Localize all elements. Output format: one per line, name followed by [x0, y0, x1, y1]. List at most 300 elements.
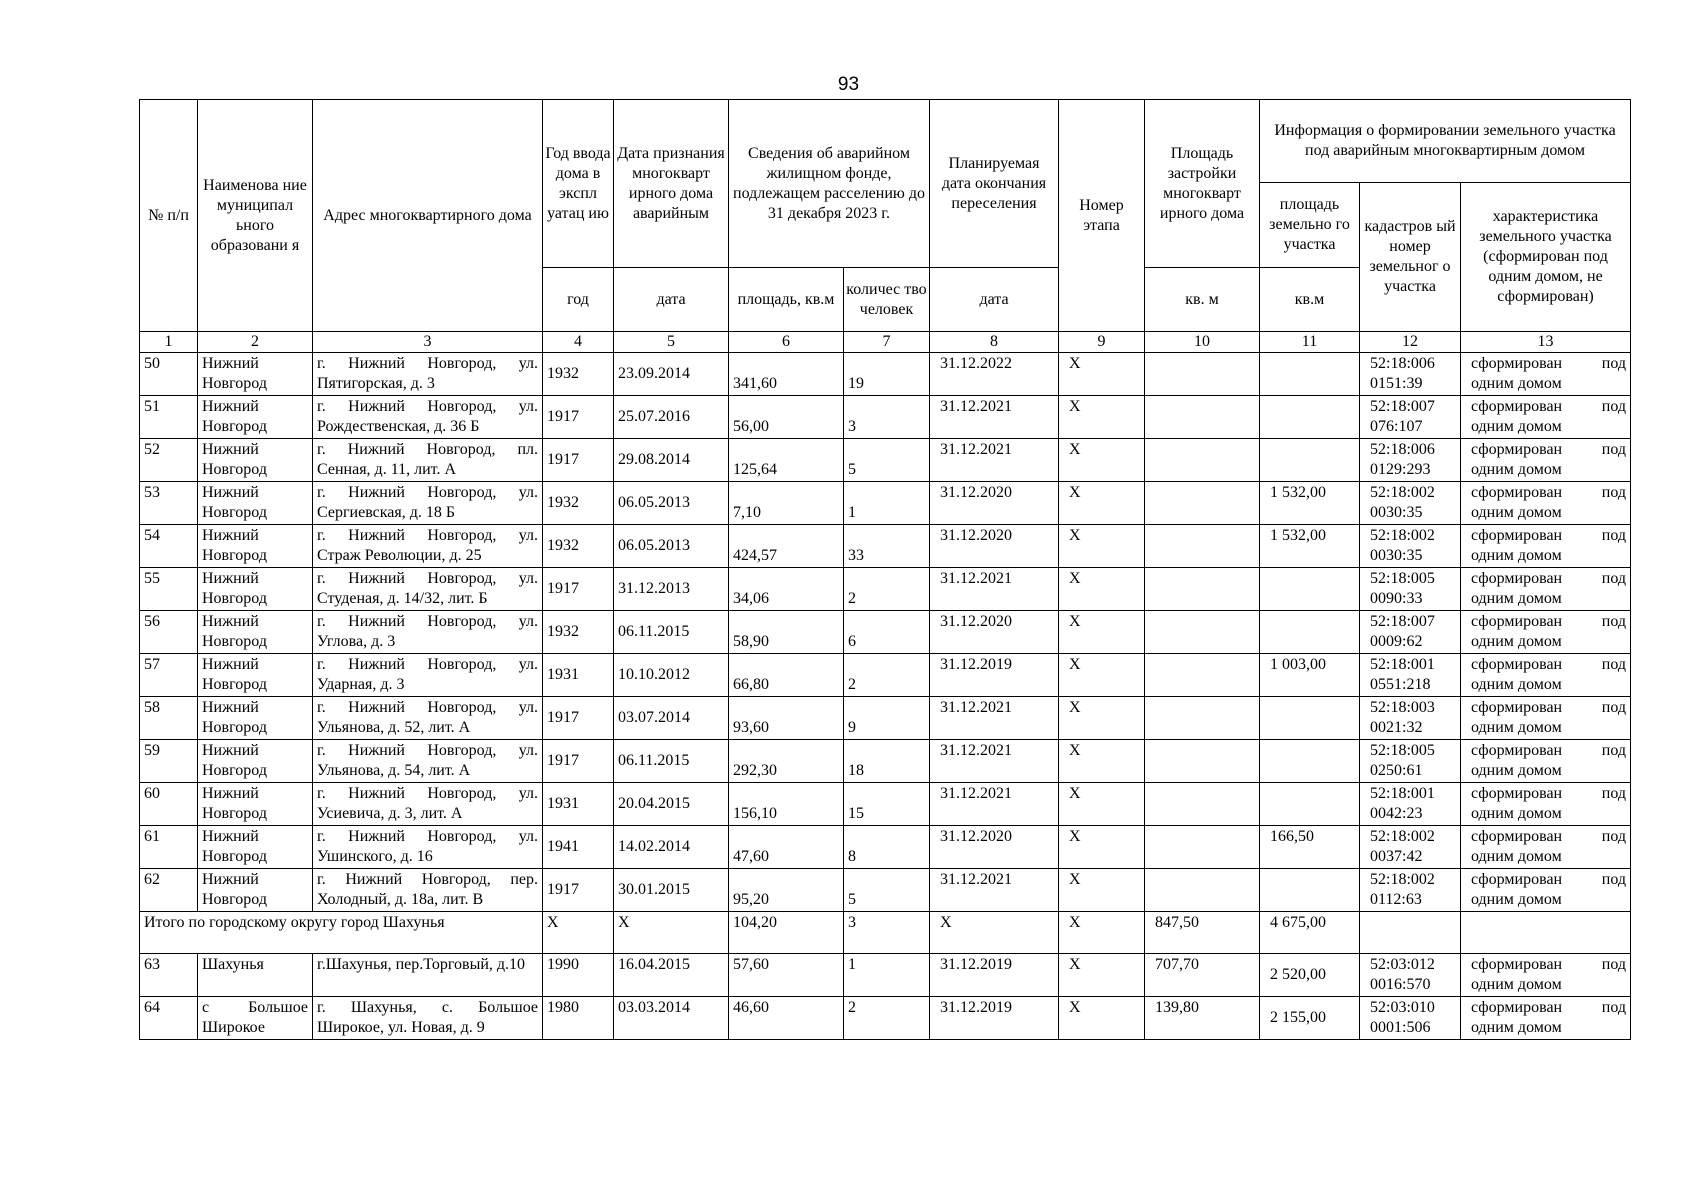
header-land-area: площадь земельно го участка: [1260, 183, 1360, 268]
date-cell: 30.01.2015: [614, 869, 729, 912]
municipality-cell-line: Нижний: [202, 785, 259, 802]
municipality-cell: [198, 568, 313, 611]
municipality-cell-line: Новгород: [202, 762, 267, 779]
header-recognition-date: Дата признания многокварт ирного дома аварийным: [614, 100, 729, 268]
cadastral-cell-line: 52:18:002: [1370, 828, 1435, 845]
row-number: 63: [140, 954, 198, 997]
column-number-row: [140, 332, 1631, 353]
table-body: [140, 332, 1631, 1040]
land-area-cell: [1260, 783, 1360, 826]
table-row: [140, 826, 1631, 869]
row-number: 60: [140, 783, 198, 826]
total-area: 104,20: [729, 912, 844, 954]
people-cell: 9: [844, 697, 930, 740]
area-cell: 125,64: [729, 439, 844, 482]
address-cell-line: г. Нижний Новгород, ул.: [317, 527, 538, 544]
planned-date-cell: 31.12.2020: [930, 826, 1059, 869]
year-cell: 1990: [543, 954, 614, 997]
municipality-cell: [198, 654, 313, 697]
header-unit-date2: дата: [930, 268, 1059, 332]
date-cell: 23.09.2014: [614, 353, 729, 396]
characteristic-cell-line: сформирован под: [1471, 828, 1627, 845]
characteristic-cell: [1461, 525, 1631, 568]
date-cell: 06.05.2013: [614, 482, 729, 525]
people-cell: 15: [844, 783, 930, 826]
column-number: 7: [844, 332, 930, 353]
area-cell: 57,60: [729, 954, 844, 997]
land-area-cell: 2 155,00: [1260, 997, 1360, 1040]
municipality-cell-line: Новгород: [202, 547, 267, 564]
characteristic-cell-line: сформирован под: [1471, 871, 1627, 888]
characteristic-cell-line: сформирован под: [1471, 785, 1627, 802]
municipality-cell-line: Нижний: [202, 871, 259, 888]
address-cell: [313, 439, 543, 482]
characteristic-cell-line: одним домом: [1471, 461, 1562, 478]
address-cell-line: г. Нижний Новгород, ул.: [317, 742, 538, 759]
row-number: 50: [140, 353, 198, 396]
header-housing-info: Сведения об аварийном жилищном фонде, подлежащем расселению до 31 декабря 2023 г.: [729, 100, 930, 268]
table-row: [140, 525, 1631, 568]
row-number: 61: [140, 826, 198, 869]
cadastral-cell: [1360, 396, 1461, 439]
header-unit-date: дата: [614, 268, 729, 332]
total-land-area: 4 675,00: [1260, 912, 1360, 954]
building-area-cell: [1145, 439, 1260, 482]
stage-cell: Х: [1059, 654, 1145, 697]
row-number: 51: [140, 396, 198, 439]
building-area-cell: [1145, 353, 1260, 396]
year-cell: 1932: [543, 482, 614, 525]
address-cell: [313, 396, 543, 439]
table-row: [140, 740, 1631, 783]
table-row: [140, 654, 1631, 697]
address-cell: [313, 826, 543, 869]
stage-cell: Х: [1059, 869, 1145, 912]
address-cell-line: г. Нижний Новгород, ул.: [317, 398, 538, 415]
date-cell: 31.12.2013: [614, 568, 729, 611]
characteristic-cell: [1461, 954, 1631, 997]
cadastral-cell-line: 52:18:001: [1370, 656, 1435, 673]
cadastral-cell-line: 0250:61: [1370, 762, 1423, 779]
planned-date-cell: 31.12.2022: [930, 353, 1059, 396]
address-cell-line: Усиевича, д. 3, лит. А: [317, 805, 463, 822]
building-area-cell: [1145, 783, 1260, 826]
planned-date-cell: 31.12.2021: [930, 439, 1059, 482]
stage-cell: Х: [1059, 568, 1145, 611]
people-cell: 18: [844, 740, 930, 783]
year-cell: 1932: [543, 525, 614, 568]
cadastral-cell-line: 52:18:001: [1370, 785, 1435, 802]
date-cell: 03.07.2014: [614, 697, 729, 740]
cadastral-cell-line: 0551:218: [1370, 676, 1431, 693]
cadastral-cell-line: 52:18:007: [1370, 398, 1435, 415]
municipality-cell-line: Нижний: [202, 742, 259, 759]
people-cell: 3: [844, 396, 930, 439]
cadastral-cell-line: 0016:570: [1370, 976, 1431, 993]
header-no: № п/п: [140, 100, 198, 332]
cadastral-cell-line: 0030:35: [1370, 547, 1423, 564]
cadastral-cell-line: 52:18:003: [1370, 699, 1435, 716]
address-cell: [313, 783, 543, 826]
header-unit-year: год: [543, 268, 614, 332]
header-land-characteristic: характеристика земельного участка (сформирован под одним домом, не сформирован): [1461, 183, 1631, 332]
header-building-area: Площадь застройки многокварт ирного дома: [1145, 100, 1260, 268]
column-number: 2: [198, 332, 313, 353]
header-address: Адрес многоквартирного дома: [313, 100, 543, 332]
column-number: 11: [1260, 332, 1360, 353]
municipality-cell-line: Нижний: [202, 527, 259, 544]
address-cell: [313, 568, 543, 611]
area-cell: 424,57: [729, 525, 844, 568]
municipality-cell: [198, 439, 313, 482]
characteristic-cell-line: сформирован под: [1471, 527, 1627, 544]
header-stage: Номер этапа: [1059, 100, 1145, 332]
characteristic-cell-line: одним домом: [1471, 590, 1562, 607]
characteristic-cell: [1461, 482, 1631, 525]
total-stage: Х: [1059, 912, 1145, 954]
municipality-cell-line: Новгород: [202, 848, 267, 865]
characteristic-cell: [1461, 353, 1631, 396]
address-cell-line: г. Нижний Новгород, ул.: [317, 613, 538, 630]
address-cell-line: г. Нижний Новгород, ул.: [317, 785, 538, 802]
municipality-cell-line: Новгород: [202, 633, 267, 650]
municipality-cell-line: Новгород: [202, 590, 267, 607]
address-cell-line: Ульянова, д. 54, лит. А: [317, 762, 471, 779]
cadastral-cell-line: 0042:23: [1370, 805, 1423, 822]
date-cell: 06.05.2013: [614, 525, 729, 568]
cadastral-cell-line: 0009:62: [1370, 633, 1423, 650]
characteristic-cell-line: сформирован под: [1471, 570, 1627, 587]
cadastral-cell: [1360, 654, 1461, 697]
characteristic-cell-line: сформирован под: [1471, 699, 1627, 716]
table-row: [140, 954, 1631, 997]
planned-date-cell: 31.12.2020: [930, 611, 1059, 654]
stage-cell: Х: [1059, 697, 1145, 740]
characteristic-cell-line: одним домом: [1471, 762, 1562, 779]
building-area-cell: [1145, 611, 1260, 654]
year-cell: 1917: [543, 869, 614, 912]
address-cell-line: г. Нижний Новгород, ул.: [317, 570, 538, 587]
area-cell: 341,60: [729, 353, 844, 396]
address-cell-line: Пятигорская, д. 3: [317, 375, 435, 392]
area-cell: 292,30: [729, 740, 844, 783]
characteristic-cell-line: сформирован под: [1471, 355, 1627, 372]
people-cell: 1: [844, 482, 930, 525]
land-area-cell: 1 003,00: [1260, 654, 1360, 697]
characteristic-cell-line: одним домом: [1471, 547, 1562, 564]
characteristic-cell-line: сформирован под: [1471, 999, 1627, 1016]
planned-date-cell: 31.12.2020: [930, 525, 1059, 568]
total-planned: Х: [930, 912, 1059, 954]
column-number: 10: [1145, 332, 1260, 353]
date-cell: 25.07.2016: [614, 396, 729, 439]
land-area-cell: [1260, 353, 1360, 396]
planned-date-cell: 31.12.2021: [930, 568, 1059, 611]
date-cell: 03.03.2014: [614, 997, 729, 1040]
year-cell: 1932: [543, 611, 614, 654]
building-area-cell: [1145, 869, 1260, 912]
table-row: [140, 396, 1631, 439]
people-cell: 2: [844, 568, 930, 611]
planned-date-cell: 31.12.2021: [930, 869, 1059, 912]
year-cell: 1917: [543, 697, 614, 740]
municipality-cell-line: Новгород: [202, 676, 267, 693]
address-cell: [313, 482, 543, 525]
cadastral-cell-line: 52:18:006: [1370, 441, 1435, 458]
municipality-cell-line: Нижний: [202, 656, 259, 673]
stage-cell: Х: [1059, 826, 1145, 869]
address-cell-line: Ульянова, д. 52, лит. А: [317, 719, 471, 736]
municipality-cell-line: Новгород: [202, 805, 267, 822]
characteristic-cell: [1461, 611, 1631, 654]
municipality-cell: [198, 697, 313, 740]
land-area-cell: [1260, 568, 1360, 611]
municipality-cell-line: Нижний: [202, 570, 259, 587]
planned-date-cell: 31.12.2019: [930, 997, 1059, 1040]
municipality-cell-line: Нижний: [202, 828, 259, 845]
stage-cell: Х: [1059, 396, 1145, 439]
municipality-cell-line: Нижний: [202, 355, 259, 372]
row-number: 56: [140, 611, 198, 654]
total-people: 3: [844, 912, 930, 954]
people-cell: 33: [844, 525, 930, 568]
municipality-cell: [198, 783, 313, 826]
table-row: [140, 482, 1631, 525]
address-cell-line: Ударная, д. 3: [317, 676, 405, 693]
characteristic-cell: [1461, 396, 1631, 439]
land-area-cell: [1260, 869, 1360, 912]
characteristic-cell: [1461, 826, 1631, 869]
cadastral-cell: [1360, 525, 1461, 568]
municipality-cell: Шахунья: [198, 954, 313, 997]
characteristic-cell: [1461, 439, 1631, 482]
cadastral-cell: [1360, 353, 1461, 396]
stage-cell: Х: [1059, 997, 1145, 1040]
characteristic-cell-line: одним домом: [1471, 676, 1562, 693]
cadastral-cell-line: 52:18:002: [1370, 484, 1435, 501]
area-cell: 66,80: [729, 654, 844, 697]
planned-date-cell: 31.12.2019: [930, 654, 1059, 697]
emergency-housing-table: [139, 99, 1631, 1040]
column-number: 8: [930, 332, 1059, 353]
cadastral-cell-line: 076:107: [1370, 418, 1423, 435]
table-row: [140, 869, 1631, 912]
municipality-cell-line: Нижний: [202, 398, 259, 415]
people-cell: 2: [844, 654, 930, 697]
address-cell: [313, 525, 543, 568]
planned-date-cell: 31.12.2020: [930, 482, 1059, 525]
cadastral-cell-line: 0112:63: [1370, 891, 1422, 908]
address-cell: [313, 654, 543, 697]
cadastral-cell: [1360, 740, 1461, 783]
date-cell: 29.08.2014: [614, 439, 729, 482]
table-header: [140, 100, 1631, 332]
people-cell: 2: [844, 997, 930, 1040]
stage-cell: Х: [1059, 740, 1145, 783]
header-planned-date: Планируемая дата окончания переселения: [930, 100, 1059, 268]
year-cell: 1917: [543, 439, 614, 482]
cadastral-cell-line: 52:03:010: [1370, 999, 1435, 1016]
column-number: 3: [313, 332, 543, 353]
characteristic-cell: [1461, 568, 1631, 611]
cadastral-cell-line: 0001:506: [1370, 1019, 1431, 1036]
characteristic-cell: [1461, 654, 1631, 697]
header-year: Год ввода дома в экспл уатац ию: [543, 100, 614, 268]
planned-date-cell: 31.12.2021: [930, 783, 1059, 826]
table-row: [140, 697, 1631, 740]
building-area-cell: [1145, 525, 1260, 568]
land-area-cell: [1260, 439, 1360, 482]
characteristic-cell-line: одним домом: [1471, 891, 1562, 908]
building-area-cell: [1145, 568, 1260, 611]
cadastral-cell: [1360, 783, 1461, 826]
characteristic-cell-line: одним домом: [1471, 976, 1562, 993]
area-cell: 58,90: [729, 611, 844, 654]
municipality-cell-line: Нижний: [202, 441, 259, 458]
table-row: [140, 611, 1631, 654]
characteristic-cell-line: сформирован под: [1471, 742, 1627, 759]
address-cell-line: Ушинского, д. 16: [317, 848, 433, 865]
characteristic-cell: [1461, 869, 1631, 912]
address-cell-line: Сенная, д. 11, лит. А: [317, 461, 456, 478]
row-number: 59: [140, 740, 198, 783]
stage-cell: Х: [1059, 611, 1145, 654]
address-cell: г.Шахунья, пер.Торговый, д.10: [313, 954, 543, 997]
municipality-cell: [198, 740, 313, 783]
cadastral-cell-line: 0151:39: [1370, 375, 1423, 392]
header-unit-sqm: кв. м: [1145, 268, 1260, 332]
date-cell: 10.10.2012: [614, 654, 729, 697]
row-number: 52: [140, 439, 198, 482]
area-cell: 156,10: [729, 783, 844, 826]
year-cell: 1917: [543, 396, 614, 439]
building-area-cell: [1145, 697, 1260, 740]
cadastral-cell-line: 52:18:002: [1370, 527, 1435, 544]
characteristic-cell: [1461, 997, 1631, 1040]
land-area-cell: 1 532,00: [1260, 525, 1360, 568]
address-cell-line: г. Нижний Новгород, пер.: [317, 871, 538, 888]
municipality-cell-line: Новгород: [202, 461, 267, 478]
row-number: 57: [140, 654, 198, 697]
cadastral-cell: [1360, 611, 1461, 654]
area-cell: 7,10: [729, 482, 844, 525]
municipality-cell-line: Нижний: [202, 613, 259, 630]
municipality-cell-line: Новгород: [202, 418, 267, 435]
cadastral-cell: [1360, 826, 1461, 869]
area-cell: 46,60: [729, 997, 844, 1040]
date-cell: 20.04.2015: [614, 783, 729, 826]
cadastral-cell-line: 52:18:005: [1370, 570, 1435, 587]
characteristic-cell-line: сформирован под: [1471, 441, 1627, 458]
year-cell: 1980: [543, 997, 614, 1040]
column-number: 9: [1059, 332, 1145, 353]
table-row: [140, 439, 1631, 482]
land-area-cell: [1260, 396, 1360, 439]
land-area-cell: [1260, 611, 1360, 654]
address-cell-line: Рождественская, д. 36 Б: [317, 418, 480, 435]
header-cadastral: кадастров ый номер земельног о участка: [1360, 183, 1461, 332]
municipality-cell: [198, 525, 313, 568]
row-number: 62: [140, 869, 198, 912]
year-cell: 1932: [543, 353, 614, 396]
building-area-cell: [1145, 482, 1260, 525]
building-area-cell: 707,70: [1145, 954, 1260, 997]
address-cell-line: г. Нижний Новгород, ул.: [317, 656, 538, 673]
header-unit-people: количес тво человек: [844, 268, 930, 332]
building-area-cell: [1145, 826, 1260, 869]
characteristic-cell-line: одним домом: [1471, 375, 1562, 392]
column-number: 12: [1360, 332, 1461, 353]
row-number: 58: [140, 697, 198, 740]
address-cell: г. Шахунья, с. Большое Широкое, ул. Новая, д. 9: [313, 997, 543, 1040]
people-cell: 5: [844, 869, 930, 912]
table-row: [140, 997, 1631, 1040]
address-cell-line: Студеная, д. 14/32, лит. Б: [317, 590, 488, 607]
municipality-cell-line: Нижний: [202, 484, 259, 501]
address-cell-line: г. Нижний Новгород, ул.: [317, 828, 538, 845]
people-cell: 5: [844, 439, 930, 482]
year-cell: 1917: [543, 568, 614, 611]
characteristic-cell-line: одним домом: [1471, 418, 1562, 435]
row-number: 53: [140, 482, 198, 525]
municipality-cell: [198, 611, 313, 654]
date-cell: 16.04.2015: [614, 954, 729, 997]
address-cell: [313, 869, 543, 912]
year-cell: 1931: [543, 783, 614, 826]
area-cell: 34,06: [729, 568, 844, 611]
row-number: 64: [140, 997, 198, 1040]
total-characteristic: [1461, 912, 1631, 954]
municipality-cell: [198, 826, 313, 869]
building-area-cell: [1145, 654, 1260, 697]
characteristic-cell-line: одним домом: [1471, 1019, 1562, 1036]
column-number: 1: [140, 332, 198, 353]
building-area-cell: [1145, 740, 1260, 783]
land-area-cell: 166,50: [1260, 826, 1360, 869]
cadastral-cell: [1360, 482, 1461, 525]
characteristic-cell-line: одним домом: [1471, 633, 1562, 650]
total-cadastral: [1360, 912, 1461, 954]
row-number: 55: [140, 568, 198, 611]
address-cell-line: Сергиевская, д. 18 Б: [317, 504, 456, 521]
total-label: Итого по городскому округу город Шахунья: [140, 912, 543, 954]
stage-cell: Х: [1059, 783, 1145, 826]
land-area-cell: [1260, 697, 1360, 740]
cadastral-cell-line: 0021:32: [1370, 719, 1423, 736]
header-unit-area: площадь, кв.м: [729, 268, 844, 332]
header-municipality: Наименова ние муниципал ьного образовани я: [198, 100, 313, 332]
cadastral-cell: [1360, 997, 1461, 1040]
characteristic-cell-line: сформирован под: [1471, 398, 1627, 415]
characteristic-cell-line: сформирован под: [1471, 484, 1627, 501]
cadastral-cell: [1360, 869, 1461, 912]
header-land-info: Информация о формировании земельного участка под аварийным многоквартирным домом: [1260, 100, 1631, 183]
area-cell: 56,00: [729, 396, 844, 439]
stage-cell: Х: [1059, 525, 1145, 568]
planned-date-cell: 31.12.2021: [930, 697, 1059, 740]
characteristic-cell: [1461, 697, 1631, 740]
total-date: Х: [614, 912, 729, 954]
total-year: Х: [543, 912, 614, 954]
cadastral-cell-line: 0030:35: [1370, 504, 1423, 521]
planned-date-cell: 31.12.2021: [930, 396, 1059, 439]
municipality-cell-line: Новгород: [202, 719, 267, 736]
municipality-cell-line: Новгород: [202, 375, 267, 392]
column-number: 4: [543, 332, 614, 353]
address-cell: [313, 611, 543, 654]
cadastral-cell: [1360, 439, 1461, 482]
people-cell: 6: [844, 611, 930, 654]
